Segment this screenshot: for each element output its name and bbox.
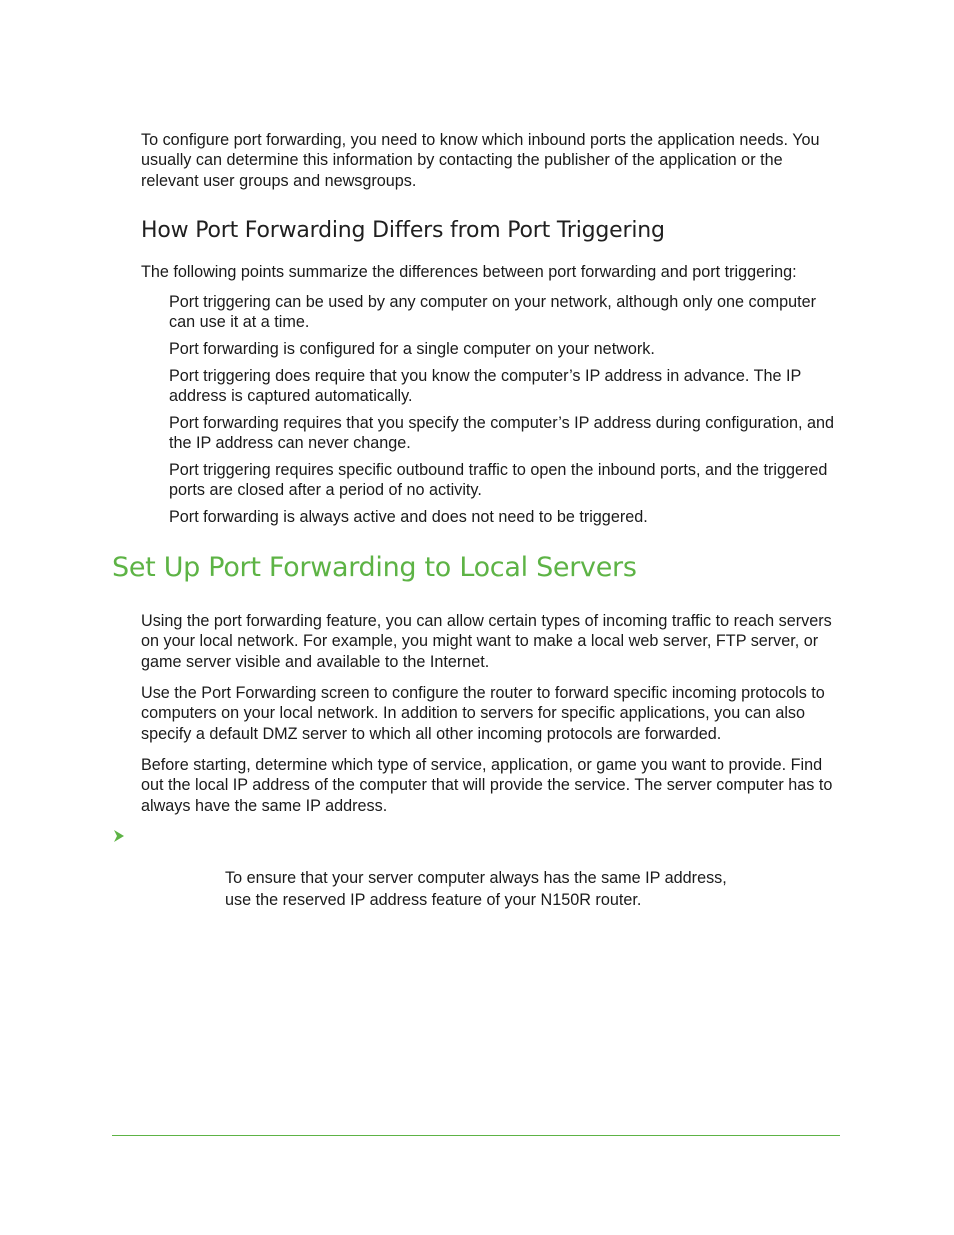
section-heading-setup: Set Up Port Forwarding to Local Servers (112, 552, 637, 583)
list-item: Port triggering does require that you know the computer’s IP address in advance. The IP address is captured automatically. (169, 366, 801, 406)
section-heading-differences: How Port Forwarding Differs from Port Triggering (141, 218, 665, 243)
differences-lead: The following points summarize the differences between port forwarding and port triggering: (141, 263, 797, 281)
arrow-marker-icon (112, 828, 126, 844)
intro-paragraph: To configure port forwarding, you need to know which inbound ports the application needs. You usually can determine this information by contacting the publisher of the application or the relevant user groups and newsgroups. (141, 131, 820, 190)
list-item: Port triggering can be used by any computer on your network, although only one computer can use it at a time. (169, 293, 816, 332)
list-item: Port triggering requires specific outbound traffic to open the inbound ports, and the triggered ports are closed after a period of no activity. (169, 461, 828, 500)
note-text (225, 867, 825, 911)
note-line: To ensure that your server computer always has the same IP address, (225, 869, 727, 887)
setup-paragraph-2: Use the Port Forwarding screen to configure the router to forward specific incoming protocols to computers on your local network. In addition to servers for specific applications, you can also specify a default DMZ server to which all other incoming protocols are forwarded. (141, 684, 825, 743)
differences-list (169, 292, 841, 534)
list-item: Port forwarding is always active and does not need to be triggered. (169, 508, 648, 527)
list-item: Port forwarding requires that you specify the computer’s IP address during configuration, and the IP address can never change. (169, 413, 834, 453)
list-item: Port forwarding is configured for a single computer on your network. (169, 340, 655, 359)
setup-paragraph-3: Before starting, determine which type of service, application, or game you want to provide. Find out the local IP address of the computer that will provide the service. The server computer has to always have the same IP address. (141, 756, 833, 815)
footer-rule (112, 1135, 840, 1136)
setup-paragraph-1: Using the port forwarding feature, you can allow certain types of incoming traffic to reach servers on your local network. For example, you might want to make a local web server, FTP server, or game server visible and available to the Internet. (141, 612, 832, 671)
note-line: use the reserved IP address feature of your N150R router. (225, 891, 642, 909)
